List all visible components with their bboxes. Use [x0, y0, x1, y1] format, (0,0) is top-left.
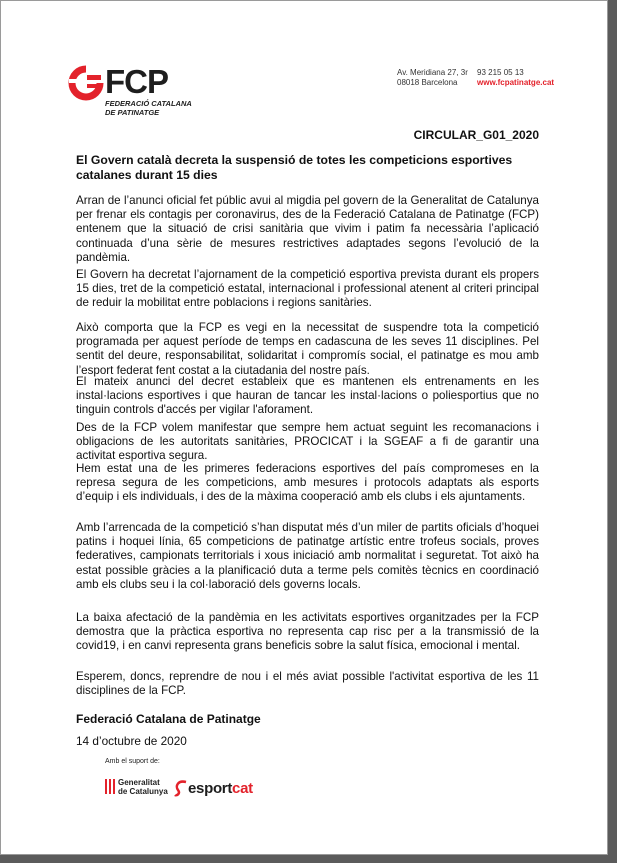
- esportcat-swirl-icon: [174, 779, 188, 797]
- logo-wordmark: FCP: [105, 63, 168, 100]
- circular-code: CIRCULAR_G01_2020: [413, 128, 539, 142]
- signature: Federació Catalana de Patinatge: [76, 712, 261, 726]
- address-line-1: Av. Meridiana 27, 3r: [397, 68, 468, 77]
- address-line-2: 08018 Barcelona: [397, 78, 458, 87]
- viewer-shadow: [608, 4, 617, 863]
- logo-federation-name: FEDERACIÓ CATALANA DE PATINATGE: [105, 99, 192, 117]
- paragraph-6: Hem estat una de les primeres federacions esportives del país compromeses en la represa segura de les competicions, amb mesures i protocols adaptats als esports d’equip i els individuals, i des de la màxima cooperació amb els clubs i els ajuntaments.: [76, 462, 539, 504]
- paragraph-1: Arran de l’anunci oficial fet públic avui al migdia pel govern de la Generalitat de Catalunya per frenar els contagis per coronavirus, des de la Federació Catalana de Patinatge (FCP) entenem que la situació de crisi sanitària que vivim i patim fa necessària l’aplicació continuada d’una sèrie de mesures restrictives adaptades segons l’evolució de la pandèmia.: [76, 194, 539, 264]
- phone-number: 93 215 05 13: [477, 68, 524, 77]
- contact-block: [477, 68, 554, 88]
- paragraph-5: Des de la FCP volem manifestar que sempre hem actuat seguint les recomanacions i obligacions de les autoritats sanitàries, PROCICAT i la SGEAF a fi de garantir una activitat esportiva segura.: [76, 421, 539, 463]
- esportcat-wordmark: [188, 780, 253, 797]
- paragraph-3: Això comporta que la FCP es vegi en la necessitat de suspendre tota la competició programada per aquest període de temps en cadascuna de les seves 11 disciplines. Pel sentit del deure, responsabilitat, solidaritat i compromís social, el patinatge es mou amb l’esport federat fent costat a la ciutadania del nostre país.: [76, 321, 539, 377]
- generalitat-flag-icon: [105, 779, 115, 794]
- document-date: 14 d’octubre de 2020: [76, 734, 187, 748]
- fcp-logo: [67, 63, 192, 121]
- esportcat-prefix: esport: [188, 780, 233, 797]
- paragraph-8: La baixa afectació de la pandèmia en les activitats esportives organitzades per la FCP demostra que la pràctica esportiva no representa cap risc per a la transmissió de la covid19, i en canvi representa grans beneficis sobre la salut física, emocional i mental.: [76, 611, 539, 653]
- esportcat-suffix: cat: [232, 780, 253, 797]
- paragraph-9: Esperem, doncs, reprendre de nou i el més aviat possible l'activitat esportiva de les 11 disciplines de la FCP.: [76, 670, 539, 698]
- esportcat-logo: [174, 777, 264, 799]
- paragraph-4: El mateix anunci del decret estableix que es mantenen els entrenaments en les instal·lacions esportives i que hauran de tancar les instal·lacions o poliesportius que no tinguin controls d'accés per vigilar l'aforament.: [76, 375, 539, 417]
- address-block: [397, 68, 468, 88]
- generalitat-name: Generalitat de Catalunya: [118, 778, 168, 796]
- paragraph-7: Amb l’arrencada de la competició s’han disputat més d’un miler de partits oficials d’hoquei patins i hoquei línia, 65 competicions de patinatge artístic entre trofeus socials, proves federatives, campionats territorials i xous iniciació amb normalitat i seguretat. Tot això ha estat possible gràcies a la planificació duta a terme pels comitès tècnics en coordinació amb els clubs seu i la col·laboració dels governs locals.: [76, 521, 539, 591]
- website-link[interactable]: www.fcpatinatge.cat: [477, 78, 555, 87]
- support-label: Amb el suport de:: [105, 758, 160, 765]
- fcp-logo-icon: [67, 65, 105, 101]
- paragraph-2: El Govern ha decretat l’ajornament de la competició esportiva prevista durant els propers 15 dies, tret de la competició estatal, internacional i professional atenent al criteri principal de reduir la mobilitat entre poblacions i regions sanitàries.: [76, 268, 539, 310]
- generalitat-logo: [105, 777, 175, 799]
- document-title: El Govern català decreta la suspensió de totes les competicions esportives catalanes durant 15 dies: [76, 153, 513, 182]
